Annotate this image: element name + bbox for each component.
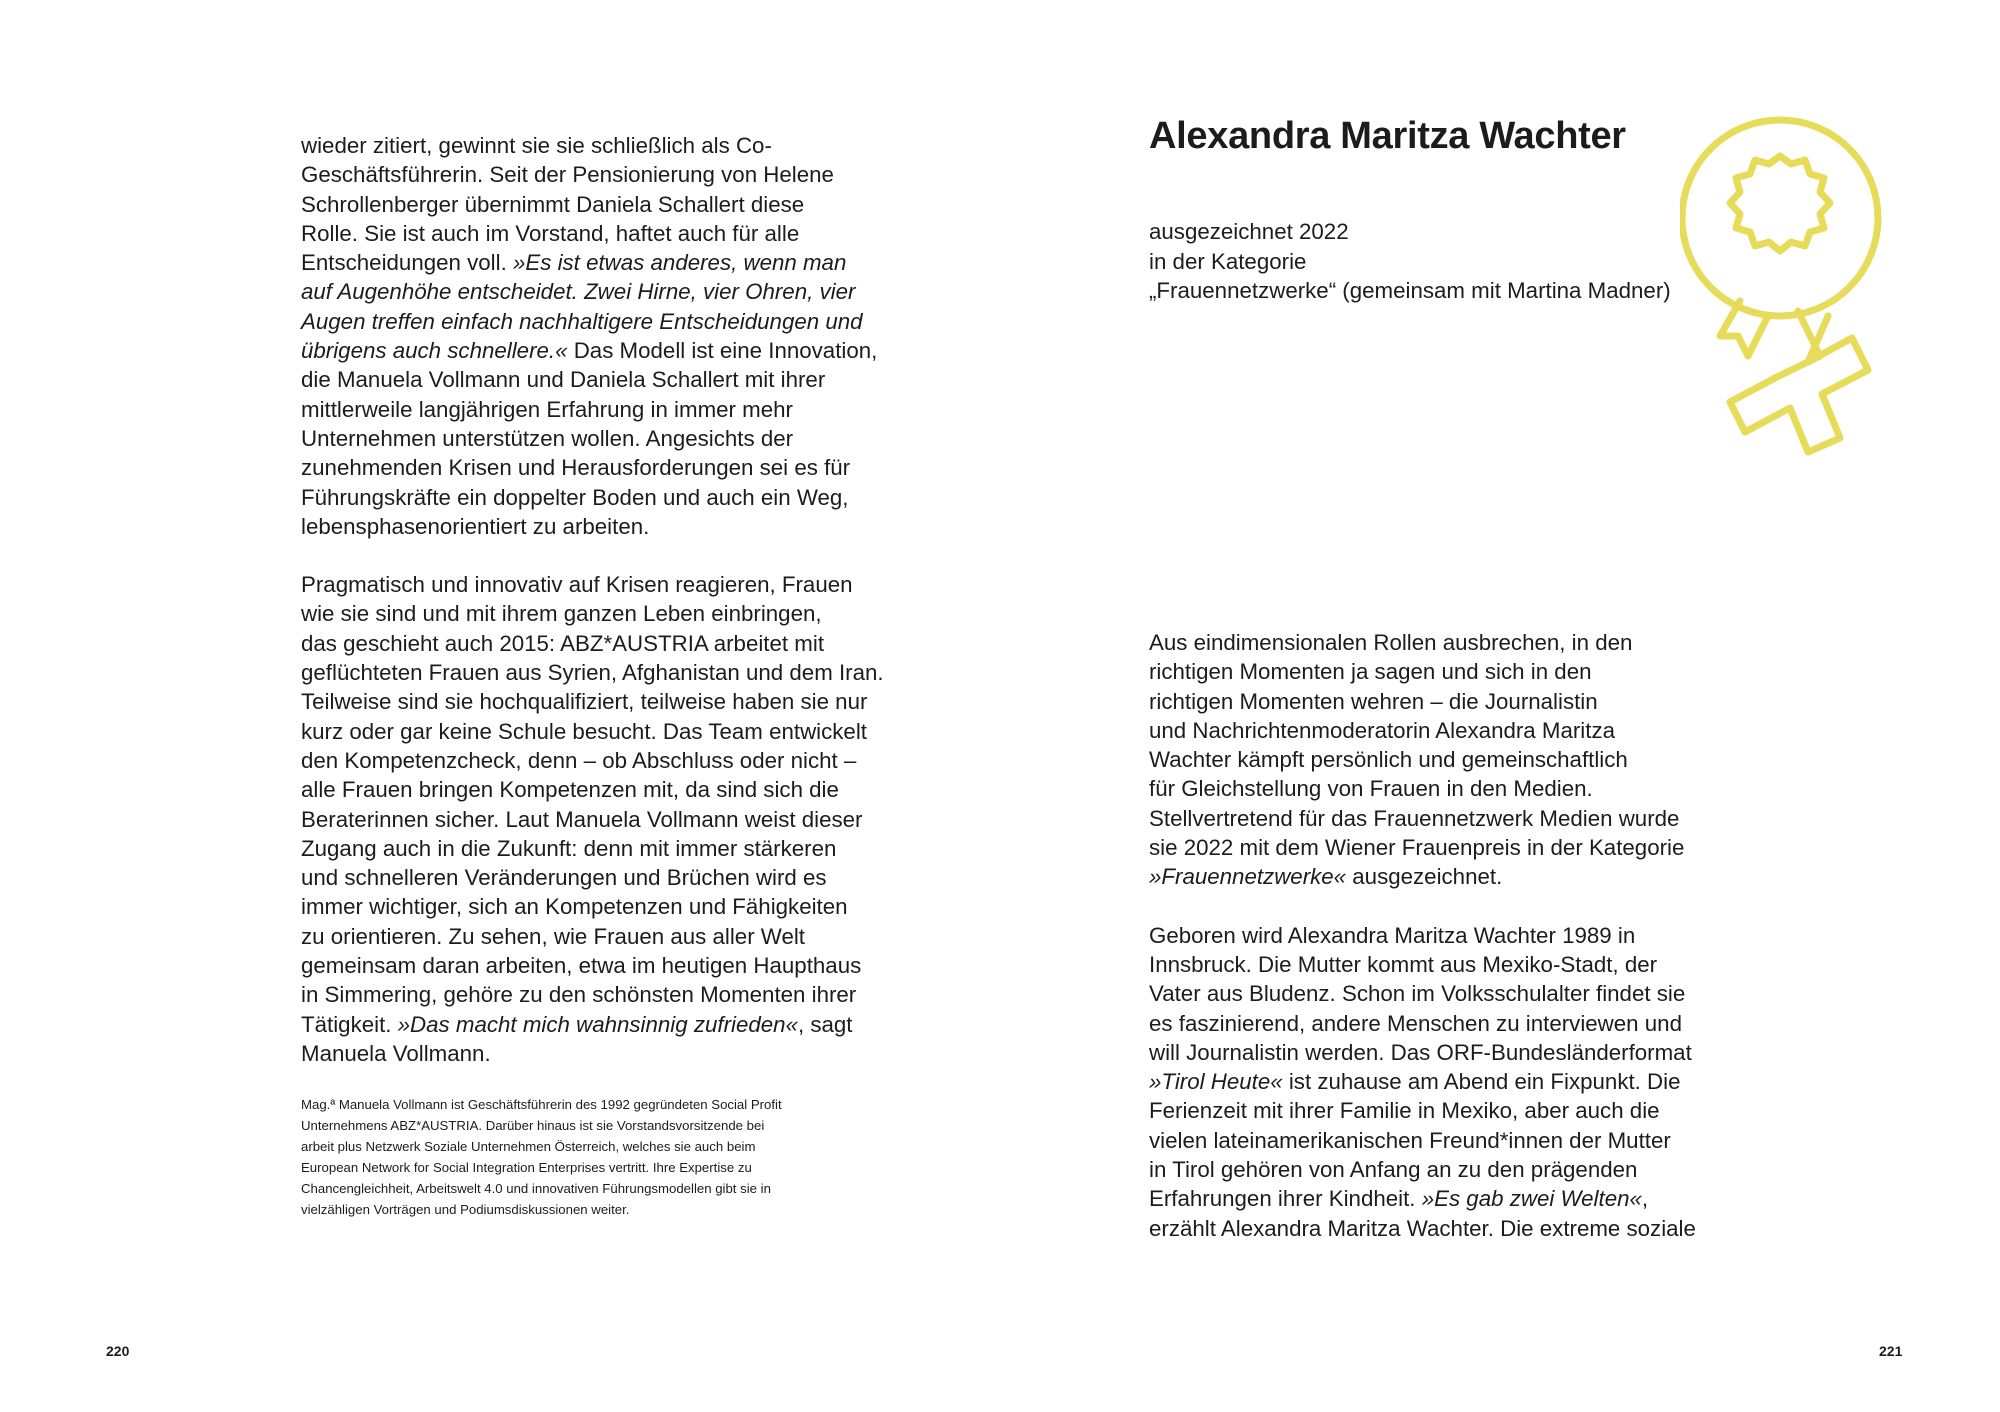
text-line <box>1149 774 1729 803</box>
text-run: wieder zitiert, gewinnt sie sie schließlich als Co- <box>301 133 772 158</box>
text-line <box>301 570 881 599</box>
text-run: Manuela Vollmann. <box>301 1040 491 1066</box>
text-line <box>301 746 881 775</box>
text-run: in Simmering, gehöre zu den schönsten Momenten ihrer <box>301 982 857 1008</box>
text-line: arbeit plus Netzwerk Soziale Unternehmen Österreich, welches sie auch beim <box>301 1139 756 1154</box>
text-line <box>1149 1009 1729 1038</box>
text-line: Mag.ª Manuela Vollmann ist Geschäftsführerin des 1992 gegründeten Social Profit <box>301 1097 782 1112</box>
text-run: geflüchteten Frauen aus Syrien, Afghanistan und dem Iran. <box>301 660 884 686</box>
text-run: Unternehmen unterstützen wollen. Angesichts der <box>301 425 794 451</box>
text-line <box>1149 862 1729 891</box>
text-run: Geboren wird Alexandra Maritza Wachter 1989 in <box>1149 922 1636 948</box>
text-run: ausgezeichnet. <box>1346 864 1503 890</box>
text-run: Schrollenberger übernimmt Daniela Schallert diese <box>301 191 805 217</box>
text-run: gemeinsam daran arbeiten, etwa im heutigen Haupthaus <box>301 953 862 979</box>
text-line <box>1149 1038 1729 1067</box>
italic-quote: übrigens auch schnellere.« <box>301 338 568 364</box>
left-paragraph-2 <box>301 570 884 1068</box>
text-run: wie sie sind und mit ihrem ganzen Leben einbringen, <box>301 601 822 627</box>
text-line <box>1149 1184 1729 1213</box>
text-run: , <box>1641 1186 1649 1212</box>
text-run: Geschäftsführerin. Seit der Pensionierung von Helene <box>301 162 834 188</box>
text-run: Teilweise sind sie hochqualifiziert, teilweise haben sie nur <box>301 689 868 715</box>
text-run: zu orientieren. Zu sehen, wie Frauen aus aller Welt <box>301 923 805 949</box>
text-line <box>301 248 881 277</box>
text-run: Vater aus Bludenz. Schon im Volksschulalter findet sie <box>1149 981 1686 1007</box>
text-run: Tätigkeit. <box>301 1011 398 1037</box>
text-line <box>301 980 881 1009</box>
author-bio-note <box>301 1094 871 1220</box>
text-line <box>301 483 881 512</box>
text-line: „Frauennetzwerke“ (gemeinsam mit Martina Madner) <box>1149 278 1671 303</box>
text-run: die Manuela Vollmann und Daniela Schallert mit ihrer <box>301 367 826 393</box>
text-line <box>301 922 881 951</box>
text-run: will Journalistin werden. Das ORF-Bundesländerformat <box>1149 1039 1692 1065</box>
text-run: immer wichtiger, sich an Kompetenzen und Fähigkeiten <box>301 894 848 920</box>
text-line <box>301 190 881 219</box>
text-line <box>301 307 881 336</box>
text-run: Entscheidungen voll. <box>301 250 513 276</box>
text-line <box>301 453 881 482</box>
text-run: kurz oder gar keine Schule besucht. Das Team entwickelt <box>301 718 867 744</box>
text-line: in der Kategorie <box>1149 248 1307 274</box>
text-run: das geschieht auch 2015: ABZ*AUSTRIA arbeitet mit <box>301 630 825 656</box>
text-line <box>301 629 881 658</box>
text-line <box>1149 804 1729 833</box>
text-line <box>1149 1067 1729 1096</box>
text-run: Aus eindimensionalen Rollen ausbrechen, in den <box>1149 630 1633 655</box>
text-run: Zugang auch in die Zukunft: denn mit immer stärkeren <box>301 835 837 861</box>
text-run: richtigen Momenten wehren – die Journalistin <box>1149 688 1598 714</box>
text-line <box>301 395 881 424</box>
text-line <box>301 805 881 834</box>
text-line <box>1149 657 1729 686</box>
text-line <box>1149 687 1729 716</box>
text-run: lebensphasenorientiert zu arbeiten. <box>301 513 650 539</box>
italic-quote: »Frauennetzwerke« <box>1149 864 1347 890</box>
text-run: Ferienzeit mit ihrer Familie in Mexiko, aber auch die <box>1149 1098 1660 1124</box>
text-line <box>1149 833 1729 862</box>
text-line <box>1149 1126 1729 1155</box>
text-line: Unternehmens ABZ*AUSTRIA. Darüber hinaus ist sie Vorstandsvorsitzende bei <box>301 1118 765 1133</box>
page-number-left: 220 <box>106 1343 130 1359</box>
text-line <box>301 687 881 716</box>
text-run: Erfahrungen ihrer Kindheit. <box>1149 1186 1422 1212</box>
text-line <box>1149 1155 1729 1184</box>
text-line <box>301 1039 881 1068</box>
page-number-right: 221 <box>1879 1343 1903 1359</box>
text-run: vielen lateinamerikanischen Freund*innen der Mutter <box>1149 1127 1671 1153</box>
text-line <box>301 599 881 628</box>
page-title: Alexandra Maritza Wachter <box>1149 115 1626 157</box>
text-line <box>301 834 881 863</box>
text-line <box>1149 628 1729 657</box>
text-run: Stellvertretend für das Frauennetzwerk Medien wurde <box>1149 805 1680 831</box>
text-line <box>301 336 881 365</box>
text-line <box>301 160 881 189</box>
left-page-body <box>301 131 884 1068</box>
right-page-body <box>1149 628 1729 1243</box>
text-line <box>301 1010 881 1039</box>
text-line <box>1149 950 1729 979</box>
text-run: Wachter kämpft persönlich und gemeinschaftlich <box>1149 747 1628 773</box>
italic-quote: »Es gab zwei Welten« <box>1421 1186 1642 1212</box>
italic-quote: Augen treffen einfach nachhaltigere Entscheidungen und <box>301 308 863 334</box>
text-run: sie 2022 mit dem Wiener Frauenpreis in der Kategorie <box>1149 835 1685 861</box>
right-paragraph-1 <box>1149 628 1729 892</box>
text-line: European Network for Social Integration Enterprises vertritt. Ihre Expertise zu <box>301 1160 752 1175</box>
text-line <box>301 775 881 804</box>
text-run: , sagt <box>797 1011 853 1037</box>
text-run: Das Modell ist eine Innovation, <box>567 338 878 364</box>
text-run: für Gleichstellung von Frauen in den Medien. <box>1149 776 1593 802</box>
text-line <box>1149 1096 1729 1125</box>
text-run: Führungskräfte ein doppelter Boden und auch ein Weg, <box>301 484 849 510</box>
text-line <box>301 892 881 921</box>
italic-quote: »Es ist etwas anderes, wenn man <box>512 250 847 276</box>
text-line <box>301 512 881 541</box>
text-run: den Kompetenzcheck, denn – ob Abschluss oder nicht – <box>301 747 857 773</box>
text-run: Rolle. Sie ist auch im Vorstand, haftet auch für alle <box>301 220 800 246</box>
text-run: und Nachrichtenmoderatorin Alexandra Maritza <box>1149 717 1616 743</box>
text-run: mittlerweile langjährigen Erfahrung in immer mehr <box>301 396 793 422</box>
venus-rosette-icon <box>1680 116 1950 466</box>
text-run: erzählt Alexandra Maritza Wachter. Die extreme soziale <box>1149 1215 1696 1241</box>
text-line <box>301 658 884 687</box>
text-line <box>301 424 881 453</box>
right-paragraph-2 <box>1149 921 1729 1243</box>
text-run: Beraterinnen sicher. Laut Manuela Vollmann weist dieser <box>301 806 863 832</box>
text-line: vielzähligen Vorträgen und Podiumsdiskussionen weiter. <box>301 1202 630 1217</box>
italic-quote: »Das macht mich wahnsinnig zufrieden« <box>397 1011 798 1037</box>
italic-quote: »Tirol Heute« <box>1149 1069 1283 1095</box>
left-paragraph-1 <box>301 131 881 541</box>
text-line <box>1149 1214 1729 1243</box>
text-line <box>1149 716 1729 745</box>
text-run: Pragmatisch und innovativ auf Krisen reagieren, Frauen <box>301 572 853 598</box>
text-line <box>1149 979 1729 1008</box>
text-line <box>301 277 881 306</box>
award-info <box>1149 217 1671 306</box>
text-run: in Tirol gehören von Anfang an zu den prägenden <box>1149 1157 1638 1183</box>
italic-quote: auf Augenhöhe entscheidet. Zwei Hirne, vier Ohren, vier <box>301 279 856 305</box>
text-run: zunehmenden Krisen und Herausforderungen sei es für <box>301 455 851 481</box>
text-line <box>1149 921 1729 950</box>
text-line <box>1149 745 1729 774</box>
text-run: es faszinierend, andere Menschen zu interviewen und <box>1149 1010 1682 1036</box>
text-run: richtigen Momenten ja sagen und sich in den <box>1149 659 1592 685</box>
text-line <box>301 219 881 248</box>
text-run: Innsbruck. Die Mutter kommt aus Mexiko-Stadt, der <box>1149 951 1658 977</box>
text-line <box>301 131 881 160</box>
text-run: ist zuhause am Abend ein Fixpunkt. Die <box>1282 1069 1681 1095</box>
text-line: ausgezeichnet 2022 <box>1149 219 1349 244</box>
text-line <box>301 951 881 980</box>
text-run: alle Frauen bringen Kompetenzen mit, da sind sich die <box>301 777 839 803</box>
text-line: Chancengleichheit, Arbeitswelt 4.0 und innovativen Führungsmodellen gibt sie in <box>301 1181 771 1196</box>
text-line <box>301 365 881 394</box>
text-run: und schnelleren Veränderungen und Brüchen wird es <box>301 865 827 891</box>
text-line <box>301 717 881 746</box>
text-line <box>301 863 881 892</box>
